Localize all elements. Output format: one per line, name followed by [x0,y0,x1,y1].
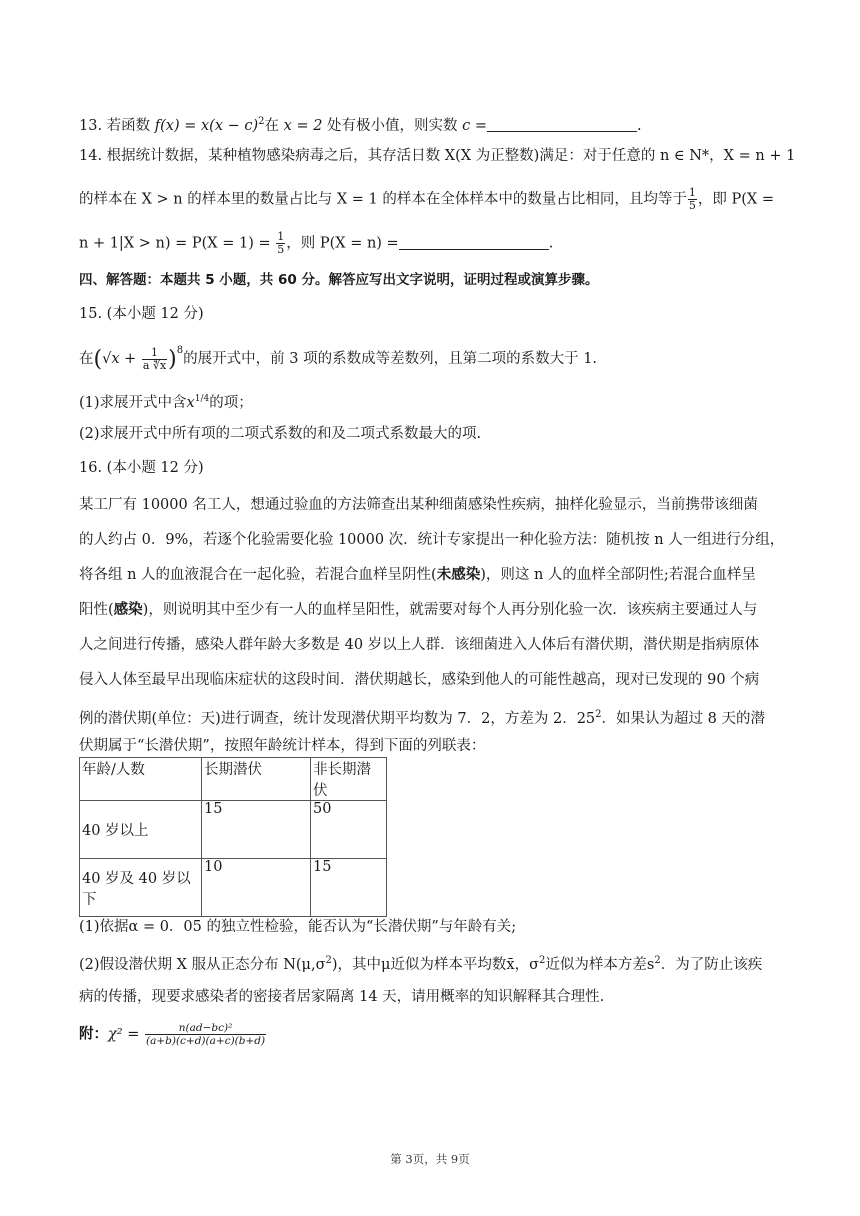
appendix-formula: 附：χ² = $\frac{\text{n(ad−bc)²}}{(a+b)(c+d)(a+c)(b+d)}$ [79,1022,266,1047]
table-header-cell: 非长期潜伏 [311,758,387,801]
table-cell: 10 [202,859,311,917]
page-footer: 第 3页，共 9页 [390,1152,470,1166]
q16-line-5: 人之间进行传播，感染人群年龄大多数是 40 岁以上人群．该细菌进入人体后有潜伏期，潜伏期是指病原体 [79,637,760,653]
question-14-line-1: 14. 根据统计数据，某种植物感染病毒之后，其存活日数 X(X 为正整数)满足：对于任意的 n ∈ N*，X = n + 1 [79,148,796,164]
q14-answer-blank[interactable] [399,235,549,250]
table-cell: 40 岁以上 [80,801,202,859]
table-cell: 40 岁及 40 岁以下 [80,859,202,917]
q16-part-2-line-1: (2)假设潜伏期 X 服从正态分布 $N(\mu,\sigma^2)$，其中μ近似为样本平均数x̄，$\sigma^2$近似为样本方差$s^2$．为了防止该疾 [79,955,763,973]
chi-square-fraction: $\frac{\text{n(ad−bc)²}}{(a+b)(c+d)(a+c)(b+d)}$ [145,1022,266,1047]
q16-line-4: 阳性(感染)，则说明其中至少有一人的血样呈阳性，就需要对每个人再分别化验一次．该疾病主要通过人与 [79,602,758,618]
q13-answer-blank[interactable] [487,117,637,132]
question-16-header: 16. (本小题 12 分) [79,460,204,476]
q16-line-1: 某工厂有 10000 名工人，想通过验血的方法筛查出某种细菌感染性疾病，抽样化验显示，当前携带该细菌 [79,497,758,513]
table-header-cell: 年龄/人数 [80,758,202,801]
table-header-row [80,758,387,801]
table-cell: 15 [311,859,387,917]
q13-text-2: 处有极小值，则实数 [322,117,463,134]
table-cell: 15 [202,801,311,859]
q16-line-8: 伏期属于“长潜伏期”，按照年龄统计样本，得到下面的列联表： [79,738,486,754]
table-row [80,801,387,859]
question-15-part-1: (1)求展开式中含$x^{1/4}$的项； [79,394,253,411]
q16-line-7: 例的潜伏期(单位：天)进行调查，统计发现潜伏期平均数为 7．2，方差为 2．$25^2$．如果认为超过 8 天的潜 [79,709,765,727]
question-15-part-2: (2)求展开式中所有项的二项式系数的和及二项式系数最大的项. [79,426,482,442]
q15-fraction: $\frac{1}{a ∜x}$ [142,345,167,372]
question-13 [79,112,642,136]
table-row [80,859,387,917]
contingency-table [79,757,387,917]
q16-line-2: 的人约占 0．9%，若逐个化验需要化验 10000 次．统计专家提出一种化验方法：随机按 n 人一组进行分组， [79,532,785,548]
question-14-line-2: 的样本在 X > n 的样本里的数量占比与 X = 1 的样本在全体样本中的数量占比相同，且均等于 $\frac{1}{5}$ ，即 P(X = [79,186,774,212]
q13-variable: c = [462,117,488,134]
q13-condition: x = 2 [283,117,323,134]
q14-fraction-2: $\frac{1}{5}$ [277,230,285,256]
q13-end: . [637,117,642,134]
q16-part-1: (1)依据α = 0．05 的独立性检验，能否认为“长潜伏期”与年龄有关; [79,919,517,935]
q16-line-3: 将各组 n 人的血液混合在一起化验，若混合血样呈阴性(未感染)，则这 n 人的血样全部阴性;若混合血样呈 [79,567,756,583]
table-header-cell: 长期潜伏 [202,758,311,801]
question-14-line-3: n + 1|X > n) = P(X = 1) = $\frac{1}{5}$ ，则 P(X = n) = . [79,230,554,256]
table-cell: 50 [311,801,387,859]
q14-fraction: $\frac{1}{5}$ [688,186,696,212]
question-15-header: 15. (本小题 12 分) [79,306,204,322]
q16-part-2-line-2: 病的传播，现要求感染者的密接者居家隔离 14 天，请用概率的知识解释其合理性. [79,989,605,1005]
question-15-stem: 在(√x + $\frac{1}{a ∜x}$ )$^8$的展开式中，前 3 项的系数成等差数列，且第二项的系数大于 1. [79,345,598,372]
q13-formula: f(x) = x(x − c) [154,117,259,134]
q13-exponent: 2 [258,116,265,127]
q13-prefix: 13. 若函数 [79,117,155,134]
q13-text: 在 [264,117,284,134]
q15-power: 8 [176,345,184,356]
q16-line-6: 侵入人体至最早出现临床症状的这段时间．潜伏期越长，感染到他人的可能性越高，现对已发现的 90 个病 [79,672,760,688]
section-heading: 四、解答题：本题共 5 小题，共 60 分。解答应写出文字说明，证明过程或演算步骤。 [79,272,599,288]
